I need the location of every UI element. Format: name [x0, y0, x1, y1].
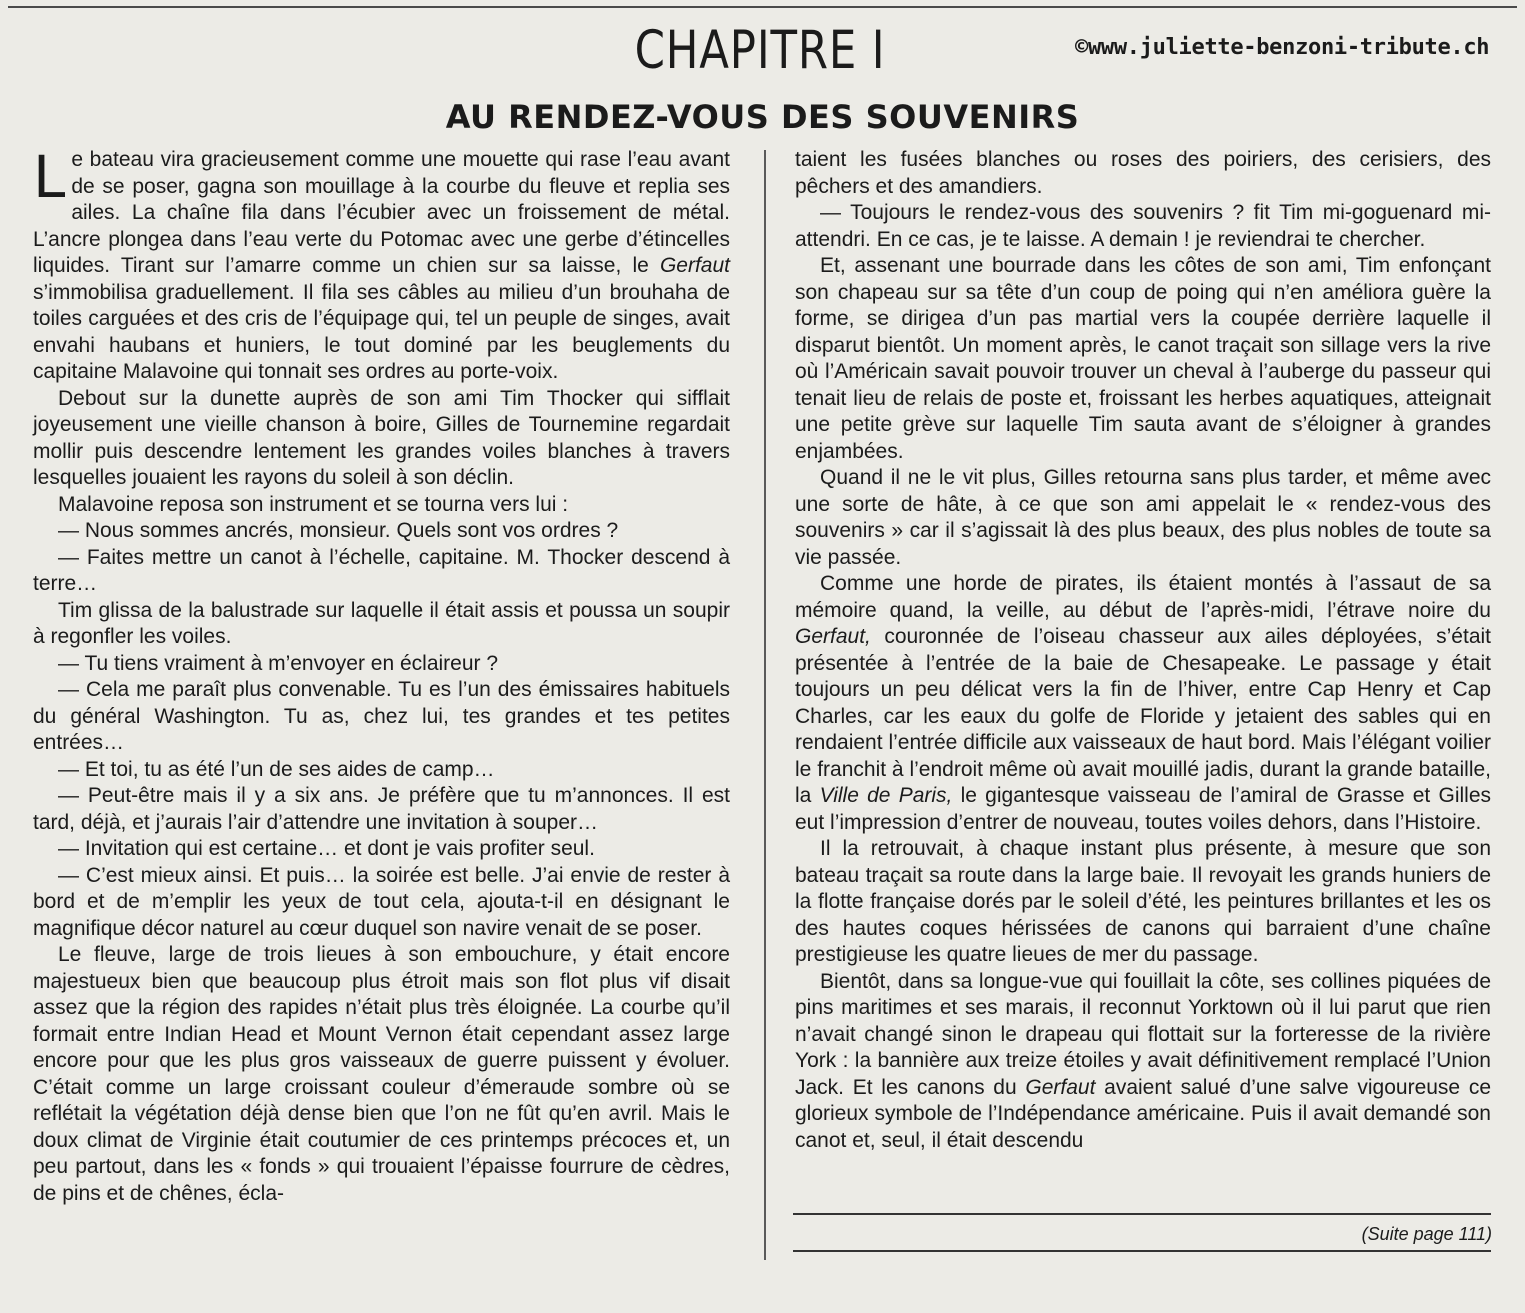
- paragraph: taient les fusées blanches ou roses des poiriers, des cerisiers, des pêchers et des amandiers.: [795, 148, 1491, 198]
- dialogue-line: — C’est mieux ainsi. Et puis… la soirée est belle. J’ai envie de rester à bord et de m’emplir les yeux de tout cela, ajouta-t-il en désignant le magnifique décor naturel au cœur duquel son navire venait de se poser.: [33, 863, 730, 940]
- paragraph: Malavoine reposa son instrument et se tourna vers lui :: [58, 492, 569, 516]
- paragraph: Le bateau vira gracieusement comme une mouette qui rase l’eau avant de se poser, gagna son mouillage à la courbe du fleuve et replia ses ailes. La chaîne fila dans l’écubier avec un froissement de métal. L’ancre plongea dans l’eau verte du Potomac avec une gerbe d’étincelles liquides. Tirant sur l’amarre comme un chien sur sa laisse, le Gerfaut s’immobilisa graduellement. Il fila ses câbles au milieu d’un brouhaha de toiles carguées et des cris de l’équipage qui, tel un peuple de singes, avait envahi haubans et huniers, le tout dominé par les beuglements du capitaine Malavoine qui tonnait ses ordres au porte-voix.: [33, 143, 731, 383]
- ship-name: Gerfaut,: [795, 625, 871, 648]
- dialogue-line: — Et toi, tu as été l’un de ses aides de camp…: [58, 757, 495, 781]
- chapter-subtitle: AU RENDEZ-VOUS DES SOUVENIRS: [445, 98, 1080, 136]
- continued-note: (Suite page 111): [1361, 1224, 1492, 1244]
- chapter-title: CHAPITRE I: [634, 20, 886, 81]
- column-divider: [764, 150, 766, 1260]
- paragraph: Il la retrouvait, à chaque instant plus présente, à mesure que son bateau traçait sa route dans la large baie. Il revoyait les grands huniers de la flotte française dorés par le soleil d’été, les peintures brillantes et les os des hautes coques hérissées de canons qui barraient d’une chaîne prestigieuse les quatre lieues de mer du passage.: [795, 837, 1491, 966]
- paragraph: Quand il ne le vit plus, Gilles retourna sans plus tarder, et même avec une sorte de hâte, à ce que son ami appelait le « rendez-vous des souvenirs » car il s’agissait là des plus beaux, des plus nobles de toute sa vie passée.: [795, 466, 1491, 569]
- ship-name: Gerfaut: [659, 254, 731, 277]
- paragraph: Tim glissa de la balustrade sur laquelle il était assis et poussa un soupir à regonfler les voiles.: [33, 598, 730, 648]
- paragraph: Debout sur la dunette auprès de son ami Tim Thocker qui sifflait joyeusement une vieille chanson à boire, Gilles de Tournemine regardait mollir puis descendre lentement les grandes voiles blanches à travers lesquelles jouaient les rayons du soleil à son déclin.: [33, 386, 730, 489]
- dialogue-line: — Nous sommes ancrés, monsieur. Quels sont vos ordres ?: [58, 519, 619, 542]
- dialogue-line: — Faites mettre un canot à l’échelle, capitaine. M. Thocker descend à terre…: [33, 545, 730, 595]
- paragraph: Bientôt, dans sa longue-vue qui fouillait la côte, ses collines piquées de pins maritimes et ses marais, il reconnut Yorktown où il lui parut que rien n’avait changé sinon le drapeau qui flottait sur la forteresse de la rivière York : la bannière aux treize étoiles y avait définitivement remplacé l’Union Jack. Et les canons du Gerfaut avaient salué d’une salve vigoureuse ce glorieux symbole de l’Indépendance américaine. Puis il avait demandé son canot et, seul, il était descendu: [795, 969, 1492, 1152]
- dialogue-line: — Tu tiens vraiment à m’envoyer en éclaireur ?: [58, 651, 499, 675]
- paragraph: Le fleuve, large de trois lieues à son embouchure, y était encore majestueux bien que beaucoup plus étroit mais son flot plus vif disait assez que la région des rapides n’était plus très éloignée. La courbe qu’il formait entre Indian Head et Mount Vernon était cependant assez large encore pour que les plus gros vaisseaux de guerre puissent y évoluer. C’était comme un large croissant couleur d’émeraude sombre où se reflétait la végétation déjà dense bien que l’on ne fût qu’en avril. Mais le doux climat de Virginie était coutumier de ces printemps précoces et, un peu partout, dans les « fonds » qui trouaient l’épaisse fourrure de cèdres, de pins et de chênes, écla-: [33, 943, 730, 1205]
- paragraph: Comme une horde de pirates, ils étaient montés à l’assaut de sa mémoire quand, la veille, au début de l’après-midi, l’étrave noire du Gerfaut, couronnée de l’oiseau chasseur aux ailes déployées, s’était présentée à l’entrée de la baie de Chesapeake. Le passage y était toujours un peu délicat vers la fin de l’hiver, entre Cap Henry et Cap Charles, car les eaux du golfe de Floride y jetaient des sables qui en rendaient l’entrée difficile aux vaisseaux de haut bord. Mais l’élégant voilier le franchit à l’endroit même où avait mouillé jadis, durant la grande bataille, la Ville de Paris, le gigantesque vaisseau de l’amiral de Grasse et Gilles eut l’impression d’entrer de nouveau, toutes voiles dehors, dans l’Histoire.: [795, 572, 1491, 834]
- drop-cap: L: [33, 143, 66, 211]
- watermark: ©www.juliette-benzoni-tribute.ch: [1075, 35, 1490, 60]
- dialogue-line: — Peut-être mais il y a six ans. Je préfère que tu m’annonces. Il est tard, déjà, et j’aurais l’air d’attendre une invitation à souper…: [33, 784, 730, 834]
- dialogue-line: — Invitation qui est certaine… et dont je vais profiter seul.: [58, 837, 595, 860]
- right-column: [795, 147, 1491, 1154]
- paragraph: Et, assenant une bourrade dans les côtes de son ami, Tim enfonçant son chapeau sur sa tête d’un coup de poing qui n’en améliora guère la forme, se dirigea d’un pas martial vers la coupée derrière laquelle il disparut bientôt. Un moment après, le canot traçait son sillage vers la rive où l’Américain savait pouvoir trouver un cheval à l’auberge du passeur qui tenait lieu de relais de poste et, froissant les herbes aquatiques, atteignait une petite grève sur laquelle Tim sauta avant de s’éloigner à grandes enjambées.: [795, 254, 1491, 463]
- dialogue-line: — Cela me paraît plus convenable. Tu es l’un des émissaires habituels du général Washington. Tu as, chez lui, tes grandes et tes petites entrées…: [33, 678, 730, 754]
- footer-rule: [793, 1213, 1491, 1215]
- left-column: [33, 143, 731, 1207]
- ship-name: Gerfaut: [1025, 1075, 1096, 1099]
- footer-rule: [793, 1250, 1491, 1252]
- top-rule: [8, 6, 1517, 8]
- ship-name: Ville de Paris,: [819, 784, 953, 807]
- dialogue-line: — Toujours le rendez-vous des souvenirs ? fit Tim mi-goguenard mi-attendri. En ce cas, je te laisse. A demain ! je reviendrai te chercher.: [795, 201, 1491, 251]
